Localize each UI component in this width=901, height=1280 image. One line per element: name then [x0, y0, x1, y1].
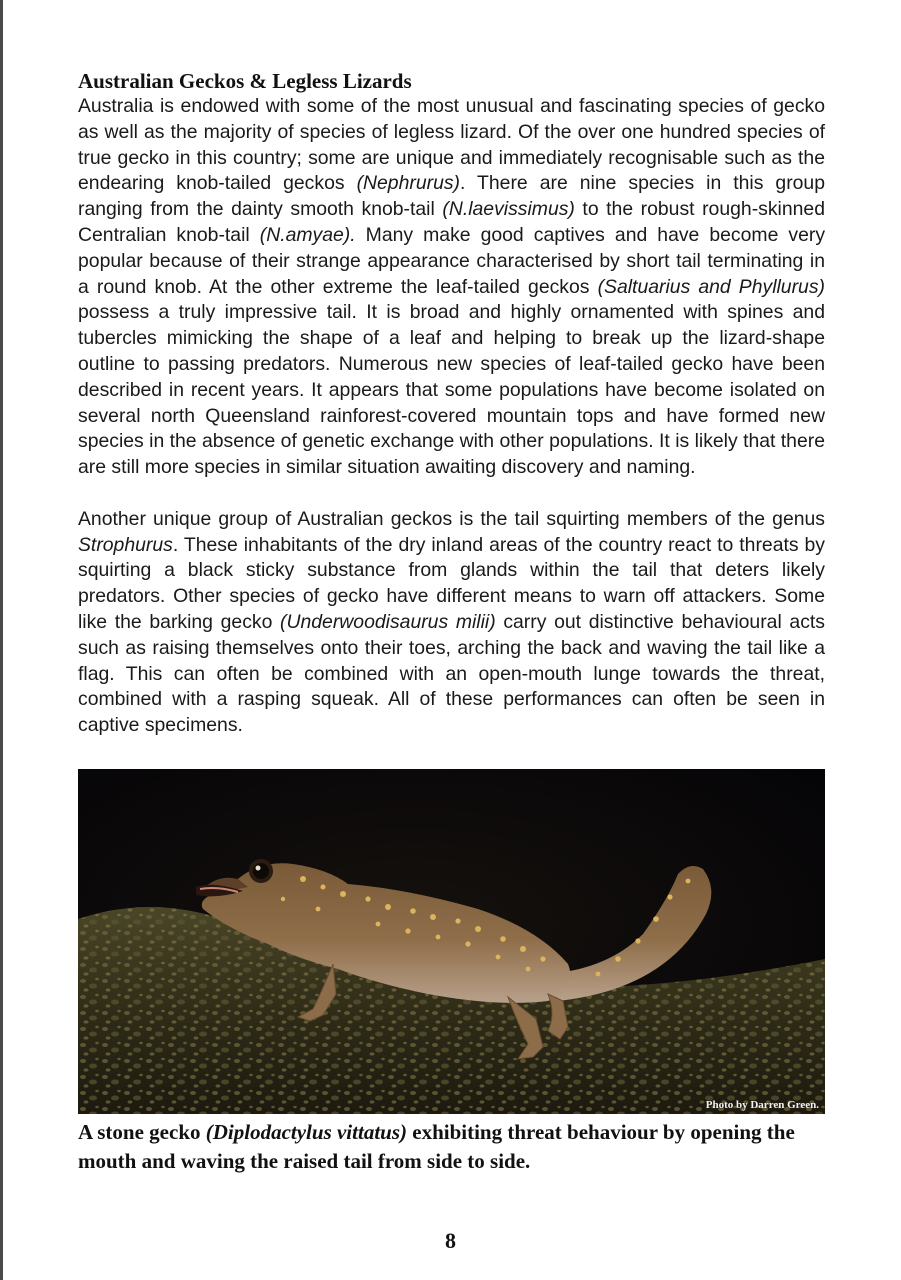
paragraph1-run: (Saltuarius and Phyllurus) — [597, 275, 825, 298]
paragraph2-run: Strophurus — [78, 533, 173, 556]
paragraph1-run: (Nephrurus) — [356, 172, 461, 195]
paragraph1-run: . There are nine species in this group ranging from the dainty smooth knob-tail — [78, 172, 825, 221]
paragraph2-run: carry out distinctive behavioural acts such as raising themselves onto their toes, arching the back and waving the tail like a flag. This can often be combined with an open-mouth lunge towards the threat, combined with a rasping squeak. All of these performances can often be seen in captive specimens. — [78, 610, 825, 737]
paragraph1-run: Many make good captives and have become very popular because of their strange appearance characterised by short tail terminating in a round knob. At the other extreme the leaf-tailed geckos — [78, 223, 826, 298]
page-number: 8 — [445, 1228, 456, 1253]
paragraph1-run: (N.laevissimus) — [442, 198, 575, 221]
article-body — [78, 68, 825, 739]
paragraph2-run: . These inhabitants of the dry inland areas of the country react to threats by squirting a black sticky substance from glands within the tail that deters likely predators. Other species of gecko have different means to warn off attackers. Some like the barking gecko — [78, 533, 825, 633]
paragraph2-run: (Underwoodisaurus milii) — [280, 610, 496, 633]
paragraph1-run: Australia is endowed with some of the most unusual and fascinating species of gecko as well as the majority of species of legless lizard. Of the over one hundred species of true gecko in this country; some are unique and immediately recognisable such as the endearing knob-tailed geckos — [78, 95, 825, 195]
caption-run: (Diplodactylus vittatus) — [205, 1120, 407, 1144]
paragraph1-run: to the robust rough-skinned Centralian knob-tail — [78, 198, 825, 246]
paragraph-2 — [78, 507, 825, 739]
gecko-photo — [78, 769, 825, 1114]
paragraph1-run: (N.amyae). — [259, 223, 356, 246]
photo-caption — [78, 1118, 838, 1176]
gecko-illustration — [78, 769, 825, 1114]
paragraph2-run: Another unique group of Australian geckos is the tail squirting members of the genus — [78, 507, 825, 530]
photo-credit: Photo by Darren Green. — [705, 1099, 819, 1111]
paragraph1-run: possess a truly impressive tail. It is broad and highly ornamented with spines and tubercles mimicking the shape of a leaf and helping to break up the lizard-shape outline to passing predators. Numerous new species of leaf-tailed gecko have been described in recent years. It appears that some populations have become isolated on several north Queensland rainforest-covered mountain tops and have formed new species in the absence of genetic exchange with other populations. It is likely that there are still more species in similar situation awaiting discovery and naming. — [78, 301, 825, 479]
page-edge — [0, 0, 3, 1280]
section-heading: Australian Geckos & Legless Lizards — [78, 69, 412, 93]
paragraph-1 — [78, 94, 825, 481]
caption-run: exhibiting threat behaviour by opening the mouth and waving the raised tail from side to side. — [78, 1120, 795, 1173]
caption-run: A stone gecko — [78, 1120, 206, 1144]
